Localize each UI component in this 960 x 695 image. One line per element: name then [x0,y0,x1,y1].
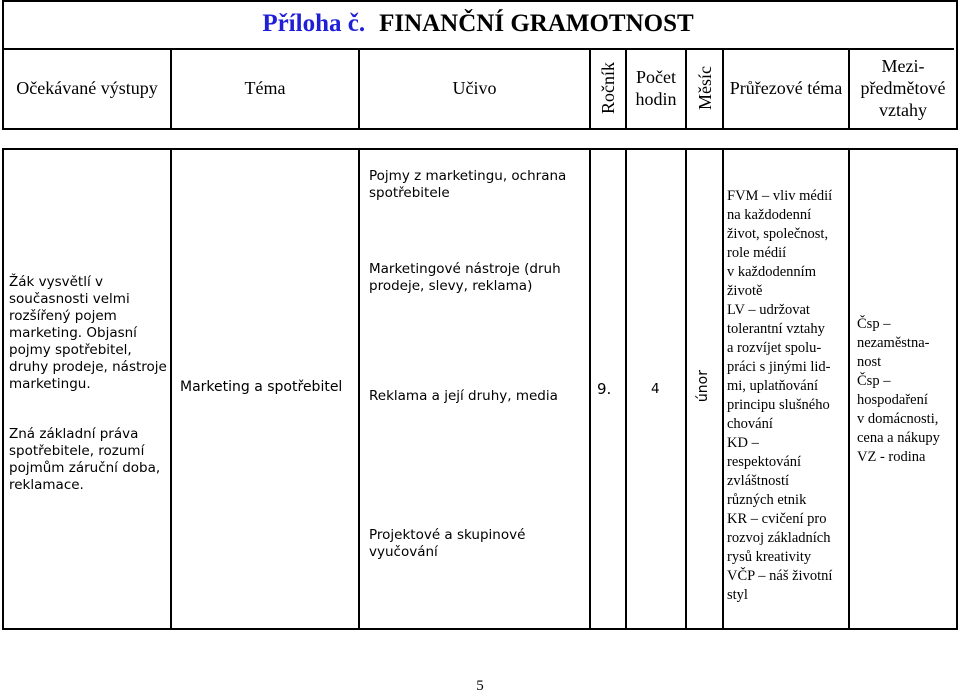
header-hours-line1: Počet [636,67,676,87]
cross-topic-line: principu slušného [727,397,830,413]
header-inter-line1: Mezi- [881,56,925,76]
inter-line: nezaměstna- [857,335,930,351]
cross-topic-line: na každodenní [727,207,812,223]
title-prefix: Příloha č. [262,10,366,37]
month-value: únor [695,370,711,403]
cross-topic-line: chování [727,416,773,432]
cell-hours [627,148,685,630]
cell-curriculum [360,148,589,630]
curriculum-item: Marketingové nástroje (druh prodeje, slevy, reklama) [369,261,561,294]
header-outputs: Očekávané výstupy [16,78,158,98]
header-topic: Téma [244,78,286,98]
cross-topic-line: KD – [727,435,759,451]
page-title: FINANČNÍ GRAMOTNOST [379,10,694,37]
cross-topic-line: rysů kreativity [727,549,812,565]
header-hours [627,48,685,128]
cross-topic-line: styl [727,587,748,603]
inter-line: VZ - rodina [857,449,926,465]
cell-topic [172,148,358,630]
inter-line: Čsp – [857,373,891,389]
inter-line: cena a nákupy [857,430,940,446]
cross-topic-line: zvláštností [727,473,790,489]
title-row [2,0,954,50]
cross-topic-line: životě [727,283,763,299]
curriculum-item: Projektové a skupinové vyučování [369,527,526,560]
outputs-paragraph-1: Žák vysvětlí v současnosti velmi rozšířený pojem marketing. Objasní pojmy spotřebitel, druhy prodeje, nástroje marketingu. [9,274,167,392]
header-grade [591,48,625,128]
cross-topic-line: různých etnik [727,492,807,508]
header-inter-line3: vztahy [879,100,927,120]
inter-line: v domácnosti, [857,411,939,427]
header-month-label: Měsíc [694,66,715,110]
cell-grade [591,148,625,630]
page-number: 5 [476,678,484,694]
header-grade-label: Ročník [598,62,618,114]
cross-topic-line: rozvoj základních [727,530,831,546]
cell-cross-topic [724,148,848,630]
cross-topic-list [727,187,847,605]
cross-topic-line: role médií [727,245,787,261]
grade-value: 9. [597,380,612,398]
cell-month [687,148,722,630]
header-interdisciplinary [850,48,956,128]
header-cross-topic: Průřezové téma [729,78,843,98]
cross-topic-line: KR – cvičení pro [727,511,827,527]
curriculum-item: Reklama a její druhy, media [369,388,558,404]
cell-interdisciplinary [850,148,956,630]
header-inter-line2: předmětové [860,78,946,98]
inter-line: Čsp – [857,316,891,332]
cross-topic-line: respektování [727,454,802,470]
outputs-paragraph-2: Zná základní práva spotřebitele, rozumí pojmům záruční doba, reklamace. [9,426,161,493]
header-curriculum: Učivo [452,78,497,98]
cross-topic-line: a rozvíjet spolu- [727,340,822,356]
cross-topic-line: tolerantní vztahy [727,321,825,337]
inter-list [857,315,955,467]
cross-topic-line: život, společnost, [727,226,829,242]
header-month [687,48,722,128]
cross-topic-line: LV – udržovat [727,302,810,318]
inter-line: hospodaření [857,392,928,408]
month-value-wrap [695,370,712,407]
cross-topic-line: práci s jinými lid- [727,359,831,375]
curriculum-item: Pojmy z marketingu, ochrana spotřebitele [369,168,567,201]
header-hours-line2: hodin [635,89,677,109]
topic-text: Marketing a spotřebitel [180,379,343,395]
cross-topic-line: v každodenním [727,264,816,280]
hours-value: 4 [651,381,660,397]
cell-outputs [4,148,170,630]
cross-topic-line: FVM – vliv médií [727,188,833,204]
cross-topic-line: mi, uplatňování [727,378,819,394]
cross-topic-line: VČP – náš životní [727,568,833,584]
inter-line: nost [857,354,882,370]
